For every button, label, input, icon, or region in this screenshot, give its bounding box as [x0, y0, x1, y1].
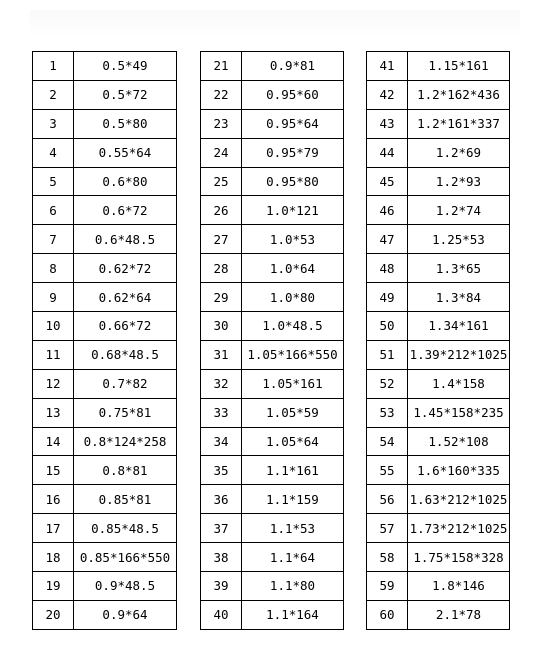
table-row	[367, 398, 510, 427]
size-spec-cell: 1.05*161	[242, 369, 344, 398]
size-spec-cell: 1.05*64	[242, 427, 344, 456]
table-row	[367, 427, 510, 456]
size-spec-cell: 1.0*121	[242, 196, 344, 225]
table-row	[33, 312, 177, 341]
row-number-cell: 14	[33, 427, 74, 456]
row-number-cell: 16	[33, 485, 74, 514]
size-spec-cell: 1.2*69	[408, 138, 510, 167]
table-row	[367, 514, 510, 543]
size-spec-cell: 1.05*59	[242, 398, 344, 427]
row-number-cell: 18	[33, 543, 74, 572]
size-spec-cell: 0.95*80	[242, 167, 344, 196]
table-row	[33, 543, 177, 572]
size-spec-cell: 1.2*162*436	[408, 80, 510, 109]
size-spec-cell: 1.0*48.5	[242, 312, 344, 341]
table-row	[33, 514, 177, 543]
row-number-cell: 57	[367, 514, 408, 543]
size-spec-cell: 1.25*53	[408, 225, 510, 254]
table-row	[367, 109, 510, 138]
size-spec-cell: 1.39*212*1025	[408, 340, 510, 369]
row-number-cell: 12	[33, 369, 74, 398]
size-spec-cell: 0.85*166*550	[74, 543, 177, 572]
row-number-cell: 26	[201, 196, 242, 225]
row-number-cell: 55	[367, 456, 408, 485]
size-spec-cell: 1.8*146	[408, 572, 510, 601]
row-number-cell: 13	[33, 398, 74, 427]
size-spec-cell: 1.4*158	[408, 369, 510, 398]
row-number-cell: 32	[201, 369, 242, 398]
row-number-cell: 46	[367, 196, 408, 225]
size-spec-cell: 1.1*53	[242, 514, 344, 543]
size-spec-cell: 1.1*159	[242, 485, 344, 514]
size-spec-cell: 1.0*53	[242, 225, 344, 254]
table-row	[201, 225, 344, 254]
size-spec-cell: 1.1*164	[242, 600, 344, 629]
table-row	[33, 167, 177, 196]
size-spec-cell: 1.45*158*235	[408, 398, 510, 427]
table-row	[33, 80, 177, 109]
row-number-cell: 60	[367, 600, 408, 629]
row-number-cell: 25	[201, 167, 242, 196]
size-spec-cell: 1.73*212*1025	[408, 514, 510, 543]
row-number-cell: 19	[33, 572, 74, 601]
size-spec-cell: 0.5*80	[74, 109, 177, 138]
row-number-cell: 37	[201, 514, 242, 543]
row-number-cell: 51	[367, 340, 408, 369]
row-number-cell: 48	[367, 254, 408, 283]
row-number-cell: 47	[367, 225, 408, 254]
table-row	[33, 485, 177, 514]
table-row	[33, 109, 177, 138]
table-row	[367, 283, 510, 312]
size-spec-cell: 1.63*212*1025	[408, 485, 510, 514]
table-row	[367, 167, 510, 196]
table-row	[201, 312, 344, 341]
table-row	[367, 254, 510, 283]
size-spec-cell: 0.6*48.5	[74, 225, 177, 254]
table-row	[201, 514, 344, 543]
row-number-cell: 56	[367, 485, 408, 514]
size-spec-cell: 1.52*108	[408, 427, 510, 456]
size-spec-cell: 1.34*161	[408, 312, 510, 341]
size-spec-cell: 0.85*48.5	[74, 514, 177, 543]
row-number-cell: 15	[33, 456, 74, 485]
spec-table-3	[366, 51, 510, 630]
row-number-cell: 40	[201, 600, 242, 629]
table-row	[33, 138, 177, 167]
row-number-cell: 52	[367, 369, 408, 398]
row-number-cell: 31	[201, 340, 242, 369]
row-number-cell: 33	[201, 398, 242, 427]
size-spec-cell: 0.66*72	[74, 312, 177, 341]
row-number-cell: 24	[201, 138, 242, 167]
table-row	[33, 52, 177, 81]
table-row	[201, 572, 344, 601]
size-spec-cell: 1.6*160*335	[408, 456, 510, 485]
size-spec-cell: 0.95*60	[242, 80, 344, 109]
table-row	[201, 196, 344, 225]
table-row	[33, 572, 177, 601]
table-row	[201, 254, 344, 283]
table-row	[367, 196, 510, 225]
row-number-cell: 2	[33, 80, 74, 109]
size-spec-cell: 1.05*166*550	[242, 340, 344, 369]
table-row	[201, 167, 344, 196]
table-row	[33, 254, 177, 283]
table-row	[201, 600, 344, 629]
table-row	[33, 456, 177, 485]
row-number-cell: 11	[33, 340, 74, 369]
size-spec-cell: 2.1*78	[408, 600, 510, 629]
row-number-cell: 7	[33, 225, 74, 254]
row-number-cell: 42	[367, 80, 408, 109]
row-number-cell: 17	[33, 514, 74, 543]
table-row	[367, 225, 510, 254]
row-number-cell: 35	[201, 456, 242, 485]
table-row	[367, 369, 510, 398]
table-row	[367, 138, 510, 167]
row-number-cell: 49	[367, 283, 408, 312]
row-number-cell: 53	[367, 398, 408, 427]
table-row	[201, 485, 344, 514]
size-spec-cell: 0.6*80	[74, 167, 177, 196]
table-row	[33, 196, 177, 225]
row-number-cell: 6	[33, 196, 74, 225]
row-number-cell: 4	[33, 138, 74, 167]
row-number-cell: 41	[367, 52, 408, 81]
row-number-cell: 22	[201, 80, 242, 109]
table-row	[201, 138, 344, 167]
size-spec-cell: 0.85*81	[74, 485, 177, 514]
size-spec-cell: 0.62*72	[74, 254, 177, 283]
size-spec-cell: 0.95*79	[242, 138, 344, 167]
row-number-cell: 9	[33, 283, 74, 312]
table-row	[201, 80, 344, 109]
size-spec-cell: 0.8*124*258	[74, 427, 177, 456]
size-spec-cell: 0.5*72	[74, 80, 177, 109]
size-spec-cell: 1.1*80	[242, 572, 344, 601]
spec-table-1	[32, 51, 177, 630]
row-number-cell: 5	[33, 167, 74, 196]
row-number-cell: 23	[201, 109, 242, 138]
table-row	[367, 52, 510, 81]
table-row	[367, 485, 510, 514]
size-spec-cell: 0.68*48.5	[74, 340, 177, 369]
table-row	[367, 456, 510, 485]
size-spec-cell: 0.9*48.5	[74, 572, 177, 601]
faint-header-band	[30, 10, 520, 38]
size-spec-cell: 0.9*64	[74, 600, 177, 629]
size-spec-cell: 1.0*64	[242, 254, 344, 283]
table-row	[367, 340, 510, 369]
size-spec-cell: 0.6*72	[74, 196, 177, 225]
table-row	[201, 427, 344, 456]
table-row	[201, 456, 344, 485]
row-number-cell: 30	[201, 312, 242, 341]
size-spec-cell: 1.3*84	[408, 283, 510, 312]
size-spec-cell: 1.2*74	[408, 196, 510, 225]
row-number-cell: 27	[201, 225, 242, 254]
row-number-cell: 38	[201, 543, 242, 572]
size-spec-cell: 1.0*80	[242, 283, 344, 312]
table-row	[367, 80, 510, 109]
row-number-cell: 45	[367, 167, 408, 196]
size-spec-cell: 0.7*82	[74, 369, 177, 398]
table-row	[201, 109, 344, 138]
table-row	[201, 369, 344, 398]
table-row	[33, 225, 177, 254]
row-number-cell: 44	[367, 138, 408, 167]
row-number-cell: 34	[201, 427, 242, 456]
size-spec-cell: 0.55*64	[74, 138, 177, 167]
table-row	[201, 283, 344, 312]
size-spec-cell: 1.1*64	[242, 543, 344, 572]
row-number-cell: 20	[33, 600, 74, 629]
row-number-cell: 10	[33, 312, 74, 341]
size-spec-cell: 1.2*93	[408, 167, 510, 196]
size-spec-cell: 0.8*81	[74, 456, 177, 485]
row-number-cell: 28	[201, 254, 242, 283]
table-row	[367, 312, 510, 341]
row-number-cell: 54	[367, 427, 408, 456]
row-number-cell: 58	[367, 543, 408, 572]
size-spec-cell: 0.5*49	[74, 52, 177, 81]
table-row	[33, 369, 177, 398]
row-number-cell: 59	[367, 572, 408, 601]
size-spec-cell: 0.75*81	[74, 398, 177, 427]
size-spec-cell: 0.62*64	[74, 283, 177, 312]
table-row	[201, 52, 344, 81]
size-spec-cell: 1.1*161	[242, 456, 344, 485]
row-number-cell: 1	[33, 52, 74, 81]
spec-table-body	[201, 52, 344, 630]
row-number-cell: 43	[367, 109, 408, 138]
size-spec-cell: 1.15*161	[408, 52, 510, 81]
row-number-cell: 21	[201, 52, 242, 81]
row-number-cell: 8	[33, 254, 74, 283]
spec-table-body	[367, 52, 510, 630]
table-row	[201, 398, 344, 427]
size-spec-cell: 0.95*64	[242, 109, 344, 138]
table-row	[33, 283, 177, 312]
spec-table-2	[200, 51, 344, 630]
table-row	[33, 340, 177, 369]
row-number-cell: 36	[201, 485, 242, 514]
table-row	[33, 427, 177, 456]
table-row	[367, 600, 510, 629]
size-spec-cell: 1.3*65	[408, 254, 510, 283]
row-number-cell: 39	[201, 572, 242, 601]
row-number-cell: 29	[201, 283, 242, 312]
table-row	[33, 600, 177, 629]
table-row	[367, 572, 510, 601]
table-row	[201, 543, 344, 572]
size-spec-cell: 1.75*158*328	[408, 543, 510, 572]
table-row	[367, 543, 510, 572]
size-spec-cell: 0.9*81	[242, 52, 344, 81]
size-spec-cell: 1.2*161*337	[408, 109, 510, 138]
row-number-cell: 50	[367, 312, 408, 341]
table-row	[201, 340, 344, 369]
table-row	[33, 398, 177, 427]
spec-table-body	[33, 52, 177, 630]
row-number-cell: 3	[33, 109, 74, 138]
